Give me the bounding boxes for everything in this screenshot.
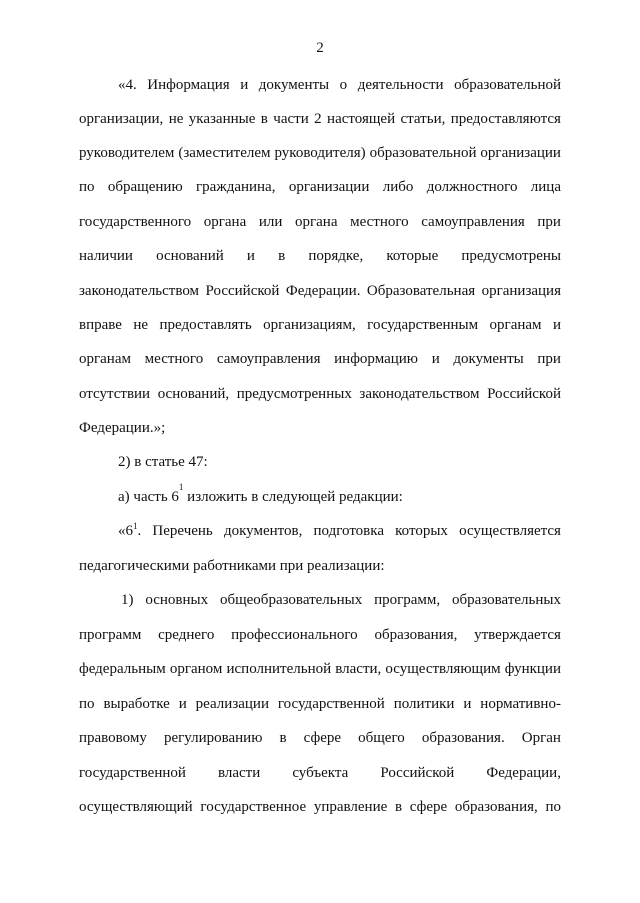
word: организации [288, 179, 370, 195]
word: (заместителем [178, 145, 271, 161]
word: информацию [334, 351, 419, 367]
word: оснований [156, 248, 224, 264]
word: нормативно- [480, 696, 561, 712]
word: образовательной [454, 77, 561, 93]
word: правовому [79, 730, 147, 746]
text-line [79, 728, 561, 748]
word: документы [453, 351, 524, 367]
word: органа [294, 214, 338, 230]
word: местного [144, 351, 204, 367]
word: предоставлять [159, 317, 252, 333]
word: сфере [303, 730, 342, 746]
word: государственной [277, 696, 385, 712]
word: местного [350, 214, 409, 230]
text-line [118, 75, 561, 95]
text-line [118, 452, 561, 472]
word: предусмотрены [461, 248, 561, 264]
text-line [79, 763, 561, 783]
word: субъекта [292, 765, 349, 781]
word: Российской [380, 765, 455, 781]
word: руководителем [79, 145, 175, 161]
word: государственного [79, 214, 192, 230]
text-line [79, 694, 561, 714]
word: Федерации, [486, 765, 561, 781]
word: по [545, 799, 561, 815]
word: указанные [188, 111, 256, 127]
word: Образовательная [366, 283, 476, 299]
word: самоуправления [421, 214, 525, 230]
word: не [133, 317, 149, 333]
text-line [79, 625, 561, 645]
word: и [552, 317, 561, 333]
word: Российской [487, 386, 561, 402]
word: органа [203, 214, 247, 230]
word: и [178, 696, 187, 712]
word: предусмотренных [236, 386, 352, 402]
word: осуществляющий [79, 799, 193, 815]
superscript: 1 [133, 521, 138, 531]
word: и [240, 77, 249, 93]
word: образования. [421, 730, 505, 746]
word: государственной [79, 765, 186, 781]
superscript: 1 [178, 482, 184, 492]
word: о [339, 77, 348, 93]
word: образования, [454, 799, 538, 815]
word: должностного [426, 179, 518, 195]
text-line [118, 482, 561, 507]
word: которые [386, 248, 439, 264]
page-number: 2 [316, 40, 324, 56]
text-line [79, 281, 561, 301]
word: власти [217, 765, 261, 781]
word: осуществляющим [385, 661, 501, 677]
word: образования, [374, 627, 458, 643]
word: в [279, 730, 287, 746]
word: статьи, [400, 111, 446, 127]
word: программ [79, 627, 142, 643]
word: образовательной [369, 145, 477, 161]
word: в [278, 248, 286, 264]
word: самоуправления [216, 351, 321, 367]
word: настоящей [327, 111, 396, 127]
word: среднего [158, 627, 215, 643]
word: которых [395, 523, 448, 539]
word: не [168, 111, 184, 127]
word: 2 [314, 111, 322, 127]
word: либо [382, 179, 414, 195]
line-text: педагогическими работниками при реализации: [79, 558, 385, 574]
word: осуществляется [459, 523, 561, 539]
word: 1) [121, 592, 134, 608]
word: организации [480, 145, 561, 161]
word: обращению [107, 179, 183, 195]
word: функции [504, 661, 561, 677]
word: основных [145, 592, 209, 608]
word: организации, [79, 111, 164, 127]
word: управление [313, 799, 388, 815]
word: федеральным [79, 661, 166, 677]
text-line [79, 143, 561, 163]
word: программ, [374, 592, 441, 608]
word: общего [358, 730, 405, 746]
word: реализации [195, 696, 269, 712]
word: вправе [79, 317, 122, 333]
word: регулированию [163, 730, 263, 746]
text-line [121, 590, 561, 610]
word: организациям, [263, 317, 356, 333]
word: при [537, 351, 561, 367]
word-with-superscript: «$6^1$. [118, 521, 142, 539]
word: образовательных [452, 592, 561, 608]
word: политики [393, 696, 455, 712]
text-line [79, 349, 561, 369]
word: государственное [200, 799, 307, 815]
word: органам [79, 351, 131, 367]
word: Российской [205, 283, 280, 299]
word: оснований, [157, 386, 230, 402]
word: и [431, 351, 440, 367]
word: законодательством [359, 386, 480, 402]
text-line [79, 109, 561, 129]
word: законодательством [79, 283, 200, 299]
word: предоставляются [450, 111, 561, 127]
word: органом [169, 661, 223, 677]
text-line [79, 315, 561, 335]
word: в [260, 111, 268, 127]
text-line [79, 177, 561, 197]
word: выработке [103, 696, 170, 712]
word: лица [530, 179, 561, 195]
word: Перечень [152, 523, 213, 539]
word: «4. [118, 77, 137, 93]
line-text: изложить в следующей редакции: [183, 489, 403, 505]
text-line [79, 797, 561, 817]
word: и [246, 248, 255, 264]
word: утверждается [474, 627, 561, 643]
word: документов, [223, 523, 303, 539]
word: документы [258, 77, 330, 93]
word: в [394, 799, 403, 815]
word: отсутствии [79, 386, 151, 402]
word: части [273, 111, 309, 127]
word: профессионального [231, 627, 358, 643]
line-text: Федерации.»; [79, 420, 166, 436]
word: Информация [147, 77, 230, 93]
text-line [79, 418, 561, 438]
word: власти, [335, 661, 382, 677]
word: при [537, 214, 561, 230]
word: по [79, 696, 95, 712]
word: Федерации. [285, 283, 361, 299]
word: и [463, 696, 472, 712]
word: или [258, 214, 283, 230]
text-line [79, 556, 561, 576]
word: по [79, 179, 95, 195]
text-line [118, 521, 561, 541]
text-line [79, 212, 561, 232]
word: исполнительной [226, 661, 332, 677]
word: организация [481, 283, 561, 299]
text-line [79, 659, 561, 679]
text-line [79, 384, 561, 404]
text-line [79, 246, 561, 266]
word: общеобразовательных [219, 592, 363, 608]
word: деятельности [357, 77, 444, 93]
word: порядке, [308, 248, 364, 264]
word: руководителя) [274, 145, 366, 161]
word: подготовка [313, 523, 384, 539]
word: гражданина, [196, 179, 276, 195]
word: Орган [521, 730, 561, 746]
line-text: 2) в статье 47: [118, 454, 208, 470]
word: государственным [367, 317, 479, 333]
line-text: а) часть 6 [118, 489, 179, 505]
word: наличии [79, 248, 133, 264]
word: органам [489, 317, 542, 333]
word: сфере [409, 799, 448, 815]
